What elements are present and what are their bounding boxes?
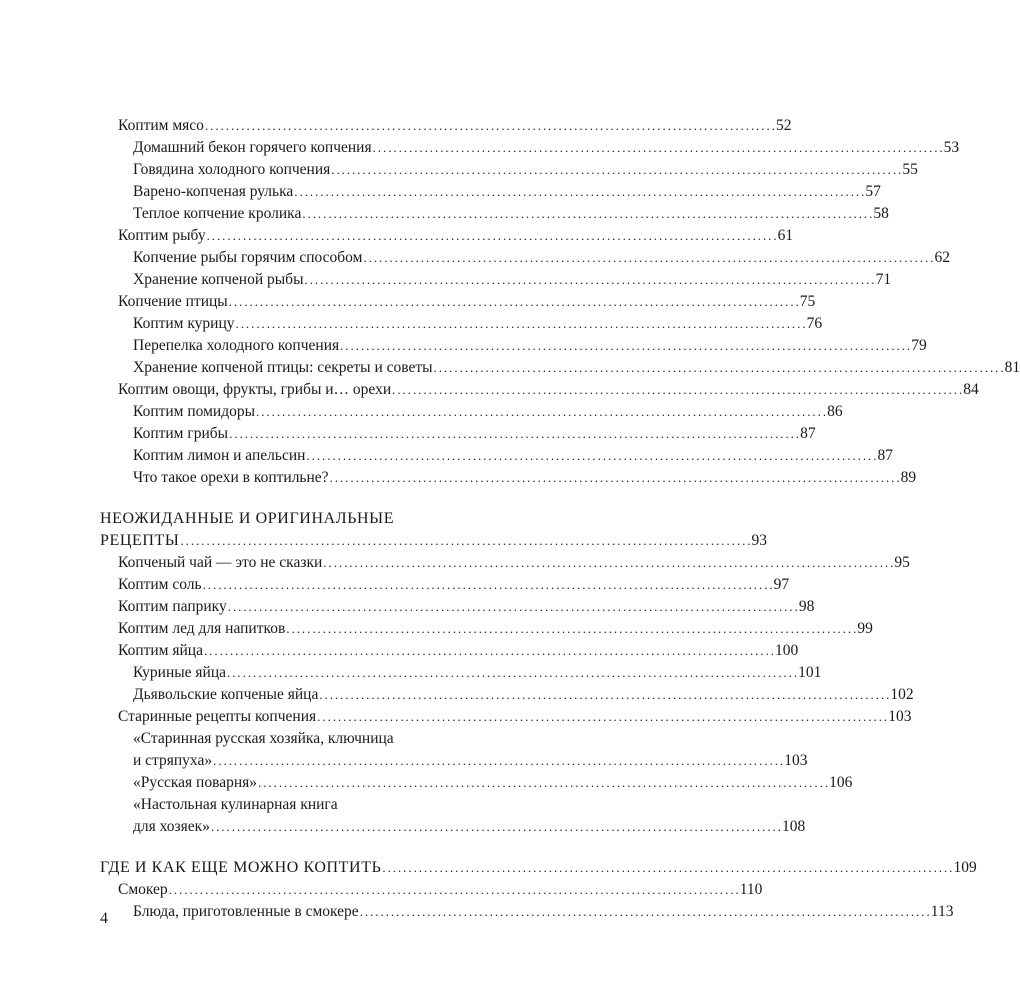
page-ref: 98 [798,598,815,615]
toc-entry[interactable] [100,816,806,838]
page-ref: 97 [773,576,790,593]
page-ref: 93 [751,532,768,549]
section-heading: ГДЕ И КАК ЕЩЕ МОЖНО КОПТИТЬ [100,859,382,876]
entry-title: Коптим яйца [118,642,203,659]
dot-leader [382,857,952,879]
entry-title: Коптим помидоры [133,403,256,420]
entry-title: Теплое копчение кролика [133,205,302,222]
dot-leader [207,225,777,247]
entry-title: Куриные яйца [133,664,227,681]
toc-section-items [100,879,954,923]
page-ref: 95 [894,554,910,571]
dot-leader [236,313,806,335]
toc-entry[interactable] [100,203,889,225]
page-ref: 55 [902,161,918,178]
toc-entry[interactable] [100,159,918,181]
entry-title: Старинные рецепты копчения [118,708,317,725]
page-ref: 87 [877,447,893,464]
page-ref: 108 [782,818,806,835]
page-ref: 110 [739,881,763,898]
dot-leader [169,879,739,901]
dot-leader [323,552,893,574]
page-ref: 109 [953,859,977,876]
dot-leader [330,467,900,489]
toc-section-other-smoking [100,857,977,923]
entry-title: Коптим лед для напитков [118,620,286,637]
toc-entry[interactable] [100,857,977,879]
page-ref: 89 [900,469,917,486]
dot-leader [180,530,750,552]
toc-entry[interactable] [100,357,1020,379]
dot-leader [258,772,828,794]
page-number: 4 [100,910,108,927]
entry-title: Хранение копченой птицы: секреты и советы [133,359,433,376]
page-ref: 87 [800,425,816,442]
entry-title: Коптим рыбу [118,227,206,244]
toc-entry[interactable] [100,574,790,596]
page-ref: 100 [775,642,799,659]
page-ref: 84 [963,381,979,398]
entry-title: Коптим курицу [133,315,235,332]
dot-leader [228,596,798,618]
entry-title: Домашний бекон горячего копчения [133,139,372,156]
toc-entry[interactable] [100,401,843,423]
dot-leader [204,640,774,662]
toc-entry[interactable] [100,552,910,574]
toc-entry[interactable] [100,115,792,137]
toc-entry[interactable] [100,530,768,552]
section-heading-line2: РЕЦЕПТЫ [100,532,180,549]
page-ref: 81 [1004,359,1020,376]
page-ref: 103 [888,708,912,725]
page-ref: 79 [911,337,927,354]
dot-leader [306,445,876,467]
page-ref: 76 [806,315,823,332]
dot-leader [286,618,856,640]
toc-entry[interactable] [100,423,816,445]
page-ref: 113 [930,903,954,920]
toc-entry[interactable] [100,879,763,901]
toc-entry[interactable] [100,247,950,269]
dot-leader [434,357,1004,379]
dot-leader [205,115,775,137]
toc-entry[interactable] [100,379,979,401]
page-ref: 58 [873,205,889,222]
entry-title: Перепелка холодного копчения [133,337,340,354]
toc-entry[interactable] [100,750,808,772]
entry-title: Говядина холодного копчения [133,161,331,178]
entry-title: Коптим соль [118,576,202,593]
page-ref: 53 [943,139,960,156]
entry-title: Коптим паприку [118,598,227,615]
entry-title: Копчение рыбы горячим способом [133,249,363,266]
toc-entry[interactable] [100,618,873,640]
toc-entry[interactable] [100,662,822,684]
dot-leader [229,423,799,445]
toc-entry[interactable] [100,706,912,728]
toc-block-smoking-recipes [100,115,1020,489]
book-title-line1: «Старинная русская хозяйка, ключница [133,730,394,747]
book-title-line1: «Настольная кулинарная книга [133,796,338,813]
dot-leader [363,247,933,269]
entry-title: Коптим овощи, фрукты, грибы и… орехи [118,381,392,398]
book-title-line2: для хозяек» [133,818,210,835]
entry-title: Коптим мясо [118,117,204,134]
toc-section-unusual-recipes [100,508,914,838]
entry-title: Смокер [118,881,168,898]
table-of-contents [100,115,1020,923]
dot-leader [211,816,781,838]
dot-leader [331,159,901,181]
dot-leader [213,750,783,772]
entry-title: Коптим грибы [133,425,229,442]
toc-entry[interactable] [100,901,954,923]
toc-entry[interactable] [100,291,816,313]
toc-section-items [100,552,914,728]
toc-entry[interactable] [100,467,917,489]
page-ref: 71 [875,271,892,288]
book-title-line2: и стряпуха» [133,752,213,769]
dot-leader [229,291,799,313]
dot-leader [392,379,962,401]
entry-title: Что такое орехи в коптильне? [133,469,329,486]
entry-title: Копчение птицы [118,293,228,310]
toc-entry[interactable] [100,596,815,618]
toc-entry[interactable] [100,640,799,662]
entry-title: Копченый чай — это не сказки [118,554,323,571]
toc-entry[interactable] [100,335,927,357]
section-heading-line1: НЕОЖИДАННЫЕ И ОРИГИНАЛЬНЫЕ [100,510,395,527]
dot-leader [373,137,943,159]
entry-title: Блюда, приготовленные в смокере [133,903,359,920]
toc-entry[interactable] [100,181,881,203]
dot-leader [203,574,773,596]
page-ref: 57 [865,183,881,200]
entry-title: Коптим лимон и апельсин [133,447,306,464]
page-ref: 103 [784,752,808,769]
toc-entry[interactable] [100,137,960,159]
page-ref: 106 [829,774,853,791]
entry-title: Варено-копченая рулька [133,183,294,200]
entry-title: Дьявольские копченые яйца [133,686,319,703]
dot-leader [302,203,872,225]
page-ref: 61 [777,227,794,244]
page-ref: 86 [827,403,843,420]
dot-leader [317,706,887,728]
page-ref: 101 [798,664,822,681]
toc-entry[interactable] [100,269,892,291]
dot-leader [360,901,930,923]
dot-leader [319,684,889,706]
toc-entry[interactable] [100,684,914,706]
toc-entry[interactable] [100,772,853,794]
page-ref: 52 [776,117,792,134]
book-title: «Русская поварня» [133,774,258,791]
toc-entry[interactable] [100,445,893,467]
dot-leader [294,181,864,203]
page-ref: 99 [857,620,873,637]
dot-leader [227,662,797,684]
page-ref: 62 [934,249,950,266]
dot-leader [340,335,910,357]
entry-title: Хранение копченой рыбы [133,271,304,288]
page-ref: 102 [890,686,914,703]
dot-leader [305,269,875,291]
toc-entry[interactable] [100,313,823,335]
dot-leader [256,401,826,423]
page-ref: 75 [799,293,816,310]
toc-entry[interactable] [100,225,794,247]
